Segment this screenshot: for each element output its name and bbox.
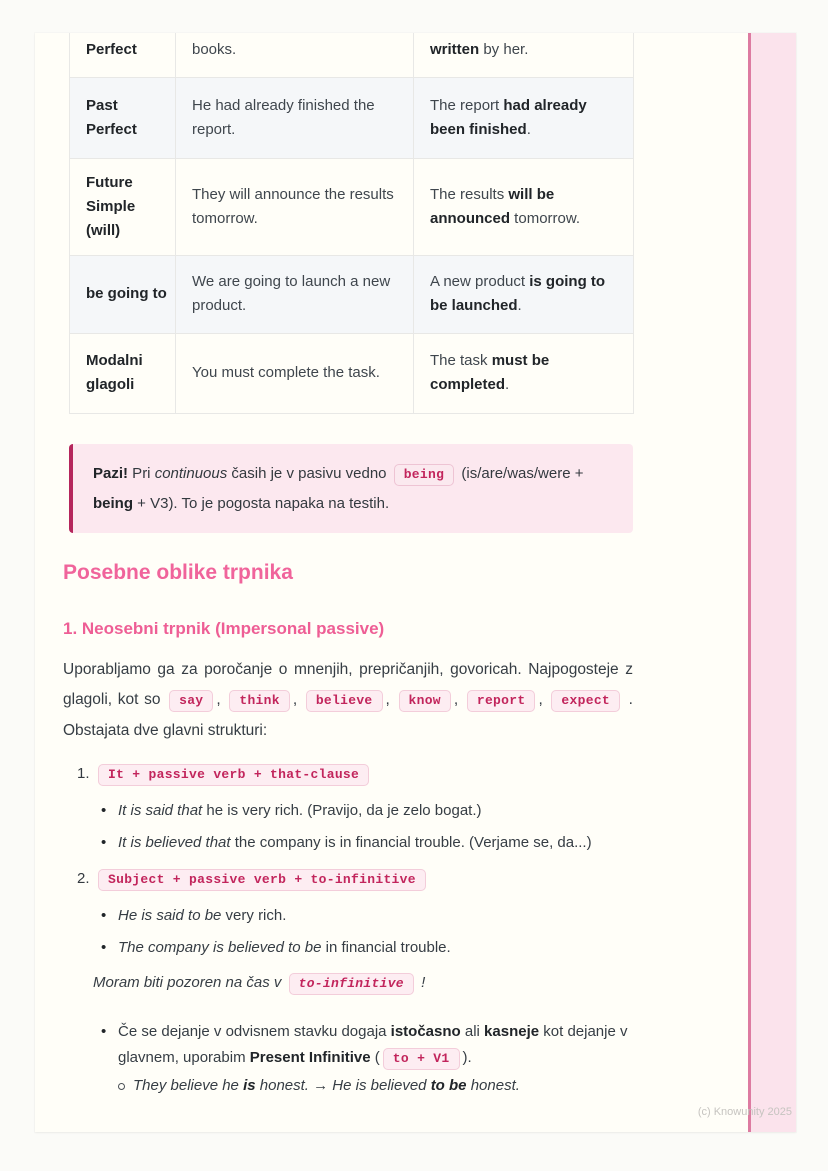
pattern-chip: Subject + passive verb + to-infinitive: [95, 867, 633, 892]
table-cell-tense: Perfect: [70, 33, 176, 77]
table-cell-active: books.: [176, 33, 414, 77]
example-list: [95, 801, 633, 853]
tense-note: Moram biti pozoren na čas v to-infinitive !: [93, 972, 633, 995]
example-list: [95, 906, 633, 958]
list-number: 2.: [77, 869, 90, 887]
watermark: (c) Knowunity 2025: [697, 1106, 792, 1118]
tip-item: • Če se dejanje v odvisnem stavku dogaja istočasno ali kasneje kot dejanje v glavnem, uporabim Present Infinitive ( to + V1 ).: [100, 1019, 633, 1072]
table-cell-passive: A new product is going to be launched.: [414, 255, 634, 333]
table-cell-tense: Past Perfect: [70, 77, 176, 158]
table-row: [70, 255, 634, 333]
section-heading: Posebne oblike trpnika: [63, 560, 293, 584]
structure-item-1: [63, 762, 633, 853]
tip-sub-item: They believe he is honest. → He is believed to be honest.: [117, 1074, 633, 1098]
subsection-heading: 1. Neosebni trpnik (Impersonal passive): [63, 618, 385, 638]
table-cell-tense: Future Simple (will): [70, 158, 176, 255]
example-item: • It is believed that the company is in financial trouble. (Verjame se, da...): [100, 833, 633, 853]
example-item: • It is said that he is very rich. (Pravijo, da je zelo bogat.): [100, 801, 633, 821]
table-cell-active: We are going to launch a new product.: [176, 255, 414, 333]
table-cell-tense: Modalni glagoli: [70, 333, 176, 413]
tip-list: [63, 1019, 633, 1098]
list-number: 1.: [77, 764, 90, 782]
table-row: [70, 33, 634, 77]
table-cell-active: He had already finished the report.: [176, 77, 414, 158]
pattern-chip: It + passive verb + that-clause: [95, 762, 633, 787]
intro-paragraph: Uporabljamo ga za poročanje o mnenjih, prepričanjih, govoricah. Najpogosteje z glagoli, kot so say , think , believe , know , report , expect . Obstajata dve glavni strukturi:: [63, 660, 633, 739]
table-row: [70, 158, 634, 255]
example-item: • The company is believed to be in financial trouble.: [100, 938, 633, 958]
table-cell-passive: written by her.: [414, 33, 634, 77]
table-row: [70, 333, 634, 413]
page-edge-pink-bar: [748, 33, 796, 1132]
table-cell-passive: The results will be announced tomorrow.: [414, 158, 634, 255]
table-cell-passive: The task must be completed.: [414, 333, 634, 413]
example-item: • He is said to be very rich.: [100, 906, 633, 926]
document-page: [35, 33, 796, 1132]
table-cell-passive: The report had already been finished.: [414, 77, 634, 158]
warning-callout: Pazi! Pri continuous časih je v pasivu vedno being (is/are/was/were + being + V3). To je pogosta napaka na testih.: [69, 444, 633, 533]
table-cell-tense: be going to: [70, 255, 176, 333]
passive-tense-table: [69, 33, 634, 414]
table-cell-active: They will announce the results tomorrow.: [176, 158, 414, 255]
page-content: [63, 33, 633, 1098]
structure-item-2: [63, 867, 633, 958]
table-row: [70, 77, 634, 158]
table-cell-active: You must complete the task.: [176, 333, 414, 413]
